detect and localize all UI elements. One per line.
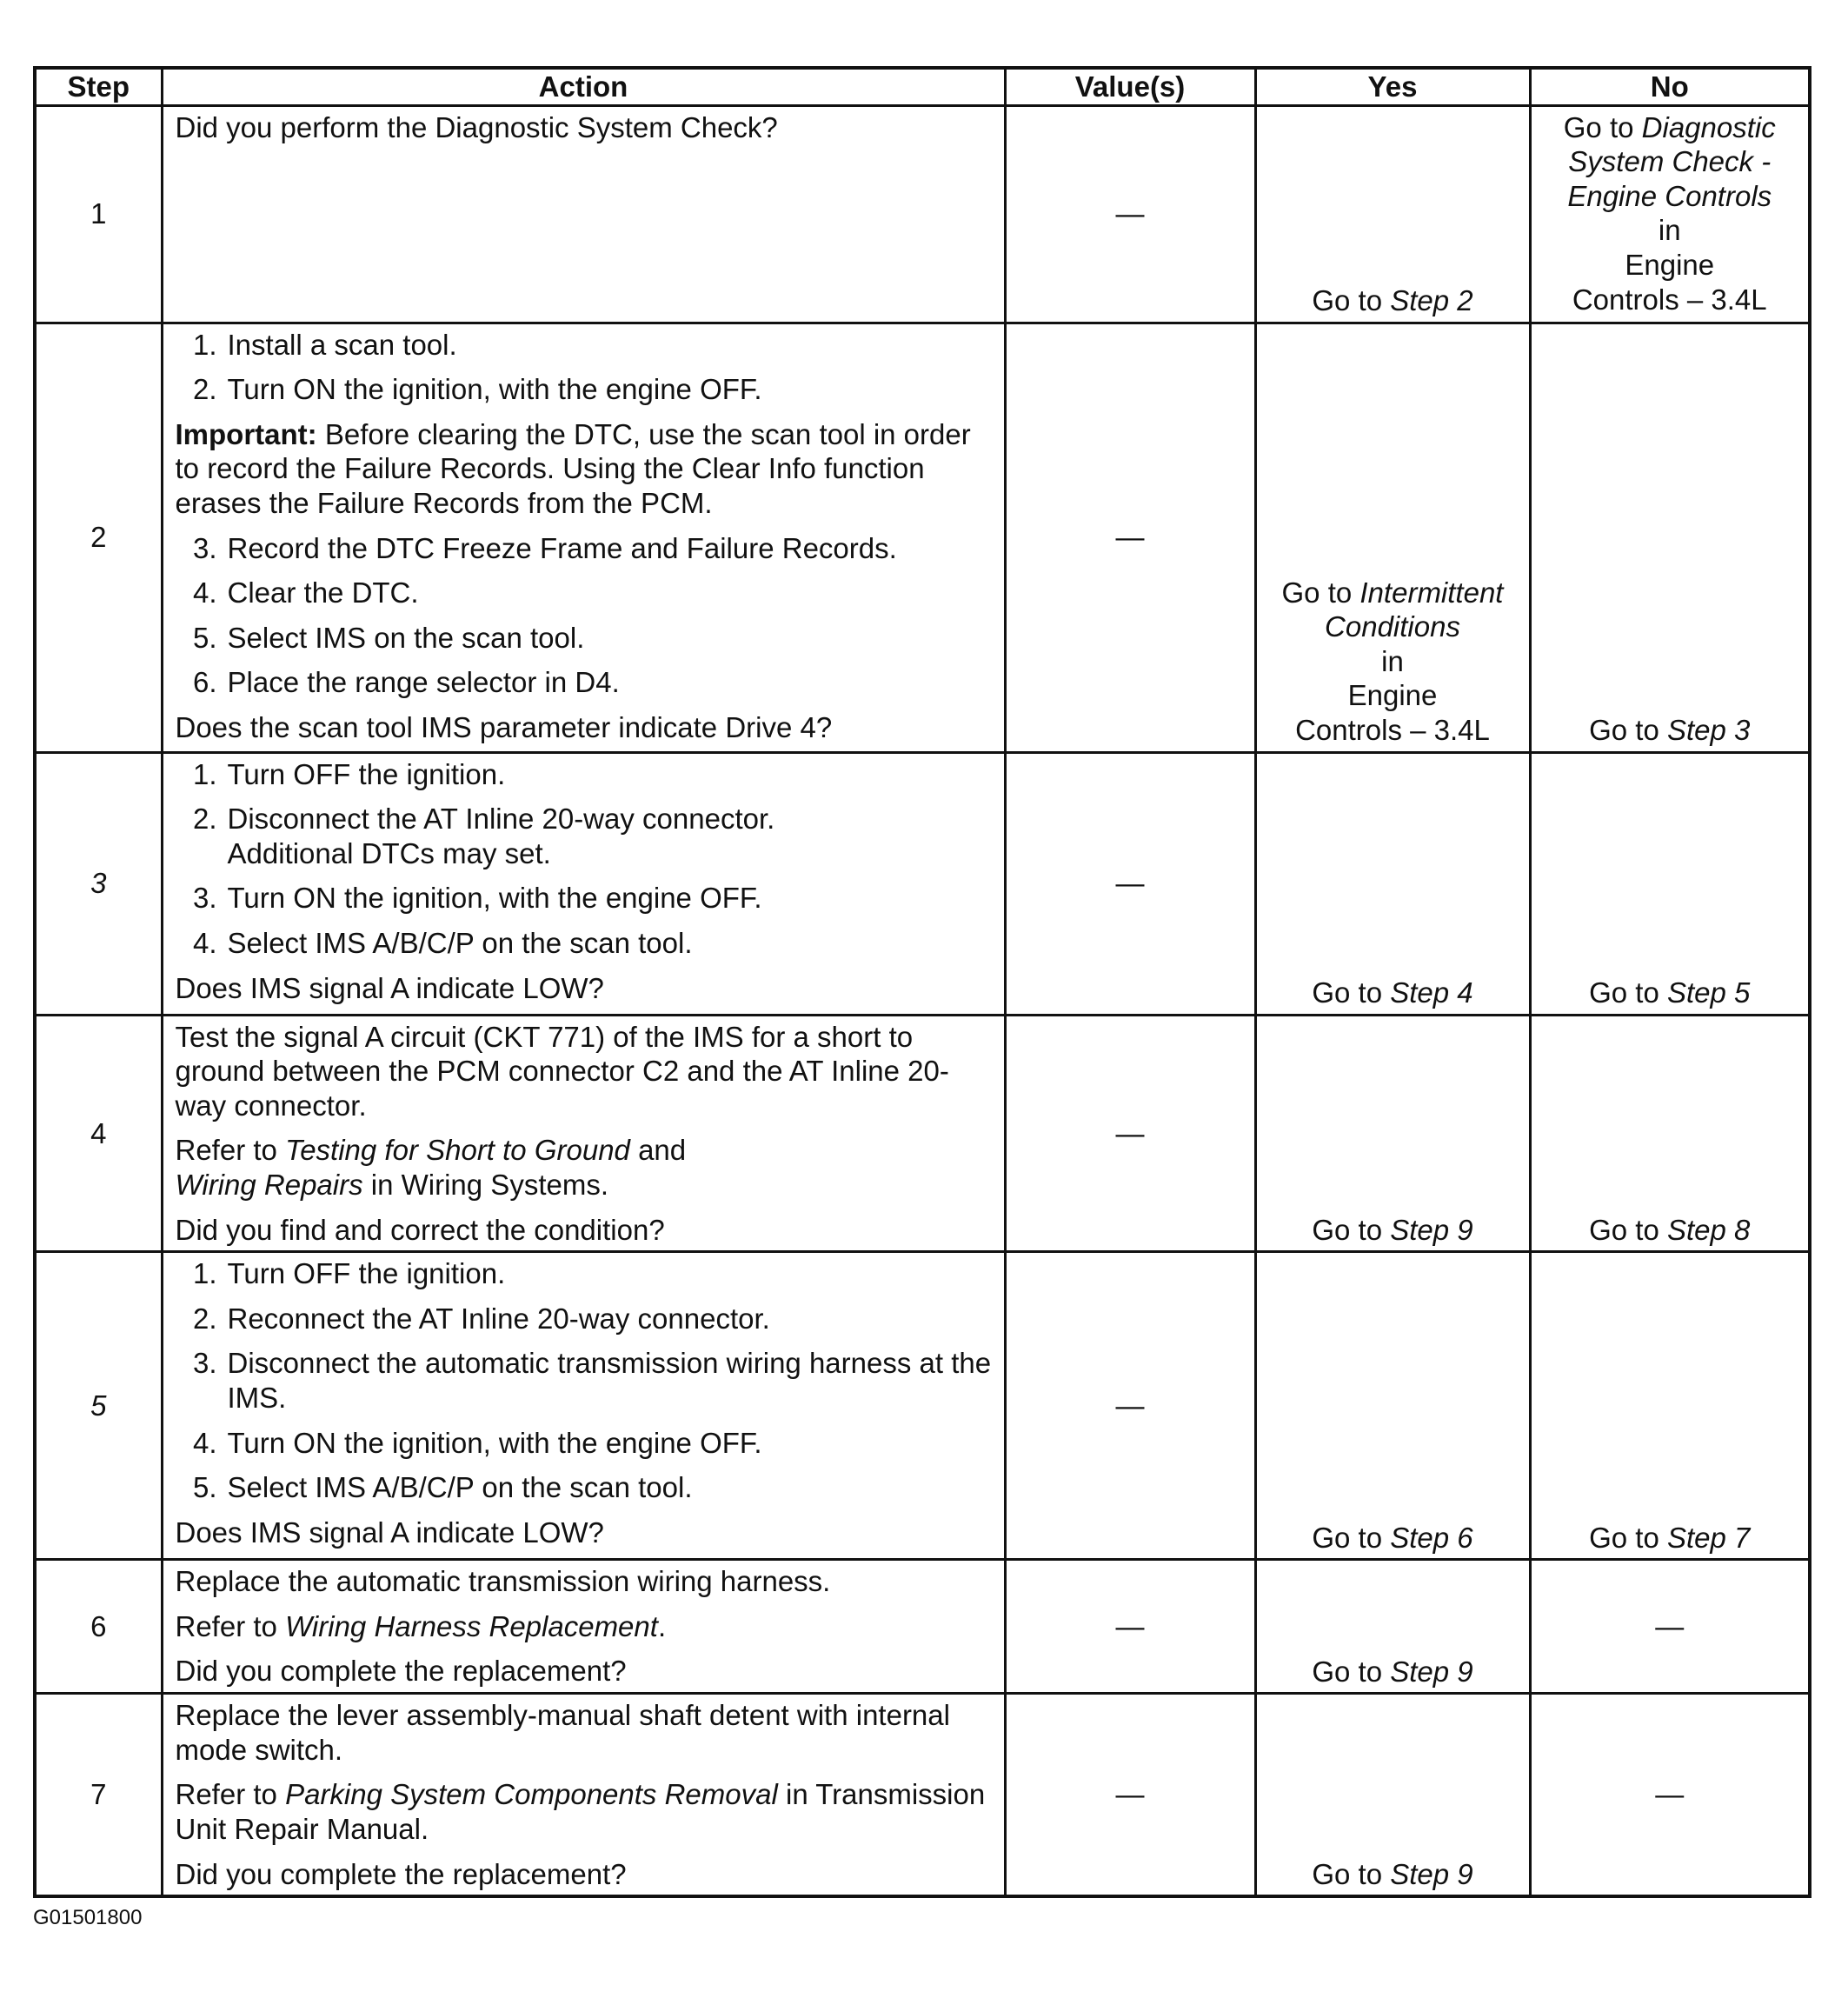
yes-prefix: Go to [1312, 284, 1391, 316]
value-cell: — [1005, 1252, 1255, 1560]
list-number: 2. [192, 1302, 217, 1335]
list-number: 4. [192, 1426, 217, 1459]
header-no: No [1530, 68, 1810, 105]
action-question: Does the scan tool IMS parameter indicate Drive 4? [175, 710, 833, 743]
action-question: Did you complete the replacement? [175, 1655, 627, 1688]
action-list-item [176, 757, 992, 792]
list-number: 3. [192, 882, 217, 915]
no-cell [1530, 1252, 1810, 1560]
list-number: 5. [192, 621, 217, 654]
table-row-step-5 [35, 1252, 1810, 1560]
no-step-link[interactable]: Step 7 [1666, 1521, 1751, 1554]
action-list-item [176, 1346, 992, 1415]
yes-step-link[interactable]: Step 2 [1390, 284, 1473, 316]
yes-prefix: Go to [1312, 1655, 1391, 1688]
action-list-item [176, 802, 992, 870]
header-values: Value(s) [1005, 68, 1255, 105]
yes-ref-link[interactable]: Intermittent [1359, 576, 1504, 609]
no-step-link[interactable]: Step 3 [1666, 714, 1751, 746]
refer-suffix: in Wiring Systems. [362, 1168, 608, 1201]
refer-link[interactable]: Testing for Short to Ground [285, 1134, 630, 1167]
list-number: 3. [192, 531, 217, 564]
figure-id: G01501800 [33, 1906, 143, 1929]
action-cell [162, 1694, 1005, 1896]
action-instruction: Replace the automatic transmission wiring harness. [175, 1565, 831, 1598]
action-cell [162, 323, 1005, 752]
action-question: Did you perform the Diagnostic System Check? [175, 110, 778, 143]
list-text: Place the range selector in D4. [227, 666, 620, 699]
refer-and: and [629, 1134, 687, 1167]
list-number: 5. [192, 1471, 217, 1504]
action-list-item [176, 1256, 992, 1291]
no-cell [1530, 1015, 1810, 1252]
table-row-step-6 [35, 1560, 1810, 1694]
list-number: 2. [192, 373, 217, 406]
yes-step-link[interactable]: Step 9 [1390, 1213, 1473, 1246]
no-step-link[interactable]: Step 8 [1666, 1213, 1751, 1246]
no-prefix: Go to [1589, 1213, 1667, 1246]
list-text: Install a scan tool. [227, 328, 457, 361]
yes-cell [1255, 105, 1530, 323]
list-text: Reconnect the AT Inline 20-way connector. [227, 1302, 770, 1335]
list-text: Disconnect the automatic transmission wiring harness at the IMS. [227, 1347, 992, 1414]
action-question: Does IMS signal A indicate LOW? [175, 971, 604, 1004]
action-question: Does IMS signal A indicate LOW? [175, 1515, 604, 1549]
action-refer [176, 1777, 992, 1846]
table-row-step-1 [35, 105, 1810, 323]
yes-prefix: Go to [1281, 576, 1360, 609]
yes-prefix: Go to [1312, 976, 1391, 1009]
table-row-step-4 [35, 1015, 1810, 1252]
no-prefix: Go to [1563, 110, 1642, 143]
table-row-step-7 [35, 1694, 1810, 1896]
yes-ref-link-line2[interactable]: Conditions [1325, 610, 1460, 643]
step-number: 3 [35, 752, 162, 1015]
refer-prefix: Refer to [175, 1609, 286, 1642]
yes-prefix: Go to [1312, 1521, 1391, 1554]
action-cell [162, 1015, 1005, 1252]
refer-suffix: . [657, 1609, 667, 1642]
important-label: Important: [175, 417, 317, 450]
action-cell [162, 105, 1005, 323]
list-number: 3. [192, 1347, 217, 1380]
refer-prefix: Refer to [175, 1134, 286, 1167]
no-cell: — [1530, 1560, 1810, 1694]
action-list-item [176, 576, 992, 610]
yes-book-line1: Engine [1347, 679, 1438, 712]
yes-cell [1255, 1694, 1530, 1896]
value-cell: — [1005, 1015, 1255, 1252]
yes-in: in [1381, 644, 1404, 677]
refer-suffix: in Transmission Unit Repair Manual. [175, 1778, 986, 1845]
header-yes: Yes [1255, 68, 1530, 105]
no-ref-link[interactable]: Diagnostic [1641, 110, 1776, 143]
refer-link[interactable]: Wiring Repairs [175, 1168, 363, 1201]
yes-step-link[interactable]: Step 9 [1390, 1857, 1473, 1890]
no-cell: — [1530, 1694, 1810, 1896]
yes-cell [1255, 1015, 1530, 1252]
yes-cell [1255, 323, 1530, 752]
list-text: Select IMS A/B/C/P on the scan tool. [227, 926, 693, 959]
no-cell [1530, 105, 1810, 323]
table-row-step-3 [35, 752, 1810, 1015]
list-text: Turn ON the ignition, with the engine OFF. [227, 882, 762, 915]
no-ref-link-line3[interactable]: Engine Controls [1567, 179, 1772, 212]
header-row [35, 68, 1810, 105]
yes-cell [1255, 1560, 1530, 1694]
action-cell [162, 1252, 1005, 1560]
no-ref-link-line2[interactable]: System Check - [1568, 145, 1772, 178]
list-text: Turn OFF the ignition. [227, 1257, 506, 1290]
action-list-item [176, 372, 992, 407]
action-instruction: Replace the lever assembly-manual shaft detent with internal mode switch. [175, 1699, 950, 1766]
action-refer [176, 1609, 992, 1644]
header-step: Step [35, 68, 162, 105]
diagnostic-table [33, 66, 1811, 1898]
yes-book-line2: Controls – 3.4L [1295, 714, 1490, 746]
yes-cell [1255, 752, 1530, 1015]
important-text: Before clearing the DTC, use the scan tool in order to record the Failure Records. Using the Clear Info function erases the Failure Records from the PCM. [175, 417, 971, 519]
list-text: Turn ON the ignition, with the engine OFF. [227, 373, 762, 406]
action-list-item [176, 1302, 992, 1336]
list-text: Select IMS A/B/C/P on the scan tool. [227, 1471, 693, 1504]
action-list-item [176, 328, 992, 363]
list-text: Disconnect the AT Inline 20-way connector. Additional DTCs may set. [227, 803, 775, 869]
list-number: 6. [192, 666, 217, 699]
value-cell: — [1005, 752, 1255, 1015]
list-text: Turn ON the ignition, with the engine OFF. [227, 1426, 762, 1459]
action-question: Did you find and correct the condition? [175, 1213, 665, 1246]
refer-prefix: Refer to [175, 1778, 286, 1811]
header-action: Action [162, 68, 1005, 105]
no-prefix: Go to [1589, 714, 1667, 746]
action-refer [176, 1133, 992, 1202]
value-cell: — [1005, 1560, 1255, 1694]
value-cell: — [1005, 1694, 1255, 1896]
yes-step-link[interactable]: Step 9 [1390, 1655, 1473, 1688]
no-prefix: Go to [1589, 1521, 1667, 1554]
refer-link[interactable]: Wiring Harness Replacement [285, 1609, 658, 1642]
value-cell: — [1005, 323, 1255, 752]
action-list-item [176, 665, 992, 700]
list-number: 4. [192, 926, 217, 959]
list-text: Clear the DTC. [227, 576, 419, 609]
no-book-line2: Controls – 3.4L [1572, 283, 1767, 316]
list-number: 1. [192, 1257, 217, 1290]
value-cell: — [1005, 105, 1255, 323]
refer-link[interactable]: Parking System Components Removal [285, 1778, 778, 1811]
action-list-item [176, 1426, 992, 1461]
action-list-item [176, 926, 992, 961]
yes-prefix: Go to [1312, 1857, 1391, 1890]
action-list-item [176, 1470, 992, 1505]
list-number: 1. [192, 757, 217, 790]
yes-step-link[interactable]: Step 6 [1390, 1521, 1473, 1554]
action-list-item [176, 531, 992, 566]
list-number: 2. [192, 803, 217, 836]
action-cell [162, 1560, 1005, 1694]
step-number: 4 [35, 1015, 162, 1252]
yes-cell [1255, 1252, 1530, 1560]
no-step-link[interactable]: Step 5 [1666, 976, 1751, 1009]
step-number: 5 [35, 1252, 162, 1560]
step-number: 1 [35, 105, 162, 323]
action-cell [162, 752, 1005, 1015]
no-prefix: Go to [1589, 976, 1667, 1009]
action-instruction: Test the signal A circuit (CKT 771) of the IMS for a short to ground between the PCM connector C2 and the AT Inline 20-way connector. [175, 1020, 949, 1122]
no-book-line1: Engine [1625, 248, 1715, 281]
list-number: 1. [192, 328, 217, 361]
no-cell [1530, 323, 1810, 752]
important-note [176, 417, 992, 521]
yes-prefix: Go to [1312, 1213, 1391, 1246]
step-number: 2 [35, 323, 162, 752]
yes-step-link[interactable]: Step 4 [1390, 976, 1473, 1009]
action-list-item [176, 881, 992, 916]
no-cell [1530, 752, 1810, 1015]
list-text: Record the DTC Freeze Frame and Failure Records. [227, 531, 897, 564]
action-list-item [176, 621, 992, 656]
step-number: 6 [35, 1560, 162, 1694]
list-text: Select IMS on the scan tool. [227, 621, 585, 654]
list-text: Turn OFF the ignition. [227, 757, 506, 790]
table-row-step-2 [35, 323, 1810, 752]
action-question: Did you complete the replacement? [175, 1857, 627, 1890]
list-number: 4. [192, 576, 217, 609]
step-number: 7 [35, 1694, 162, 1896]
no-in: in [1658, 214, 1681, 247]
